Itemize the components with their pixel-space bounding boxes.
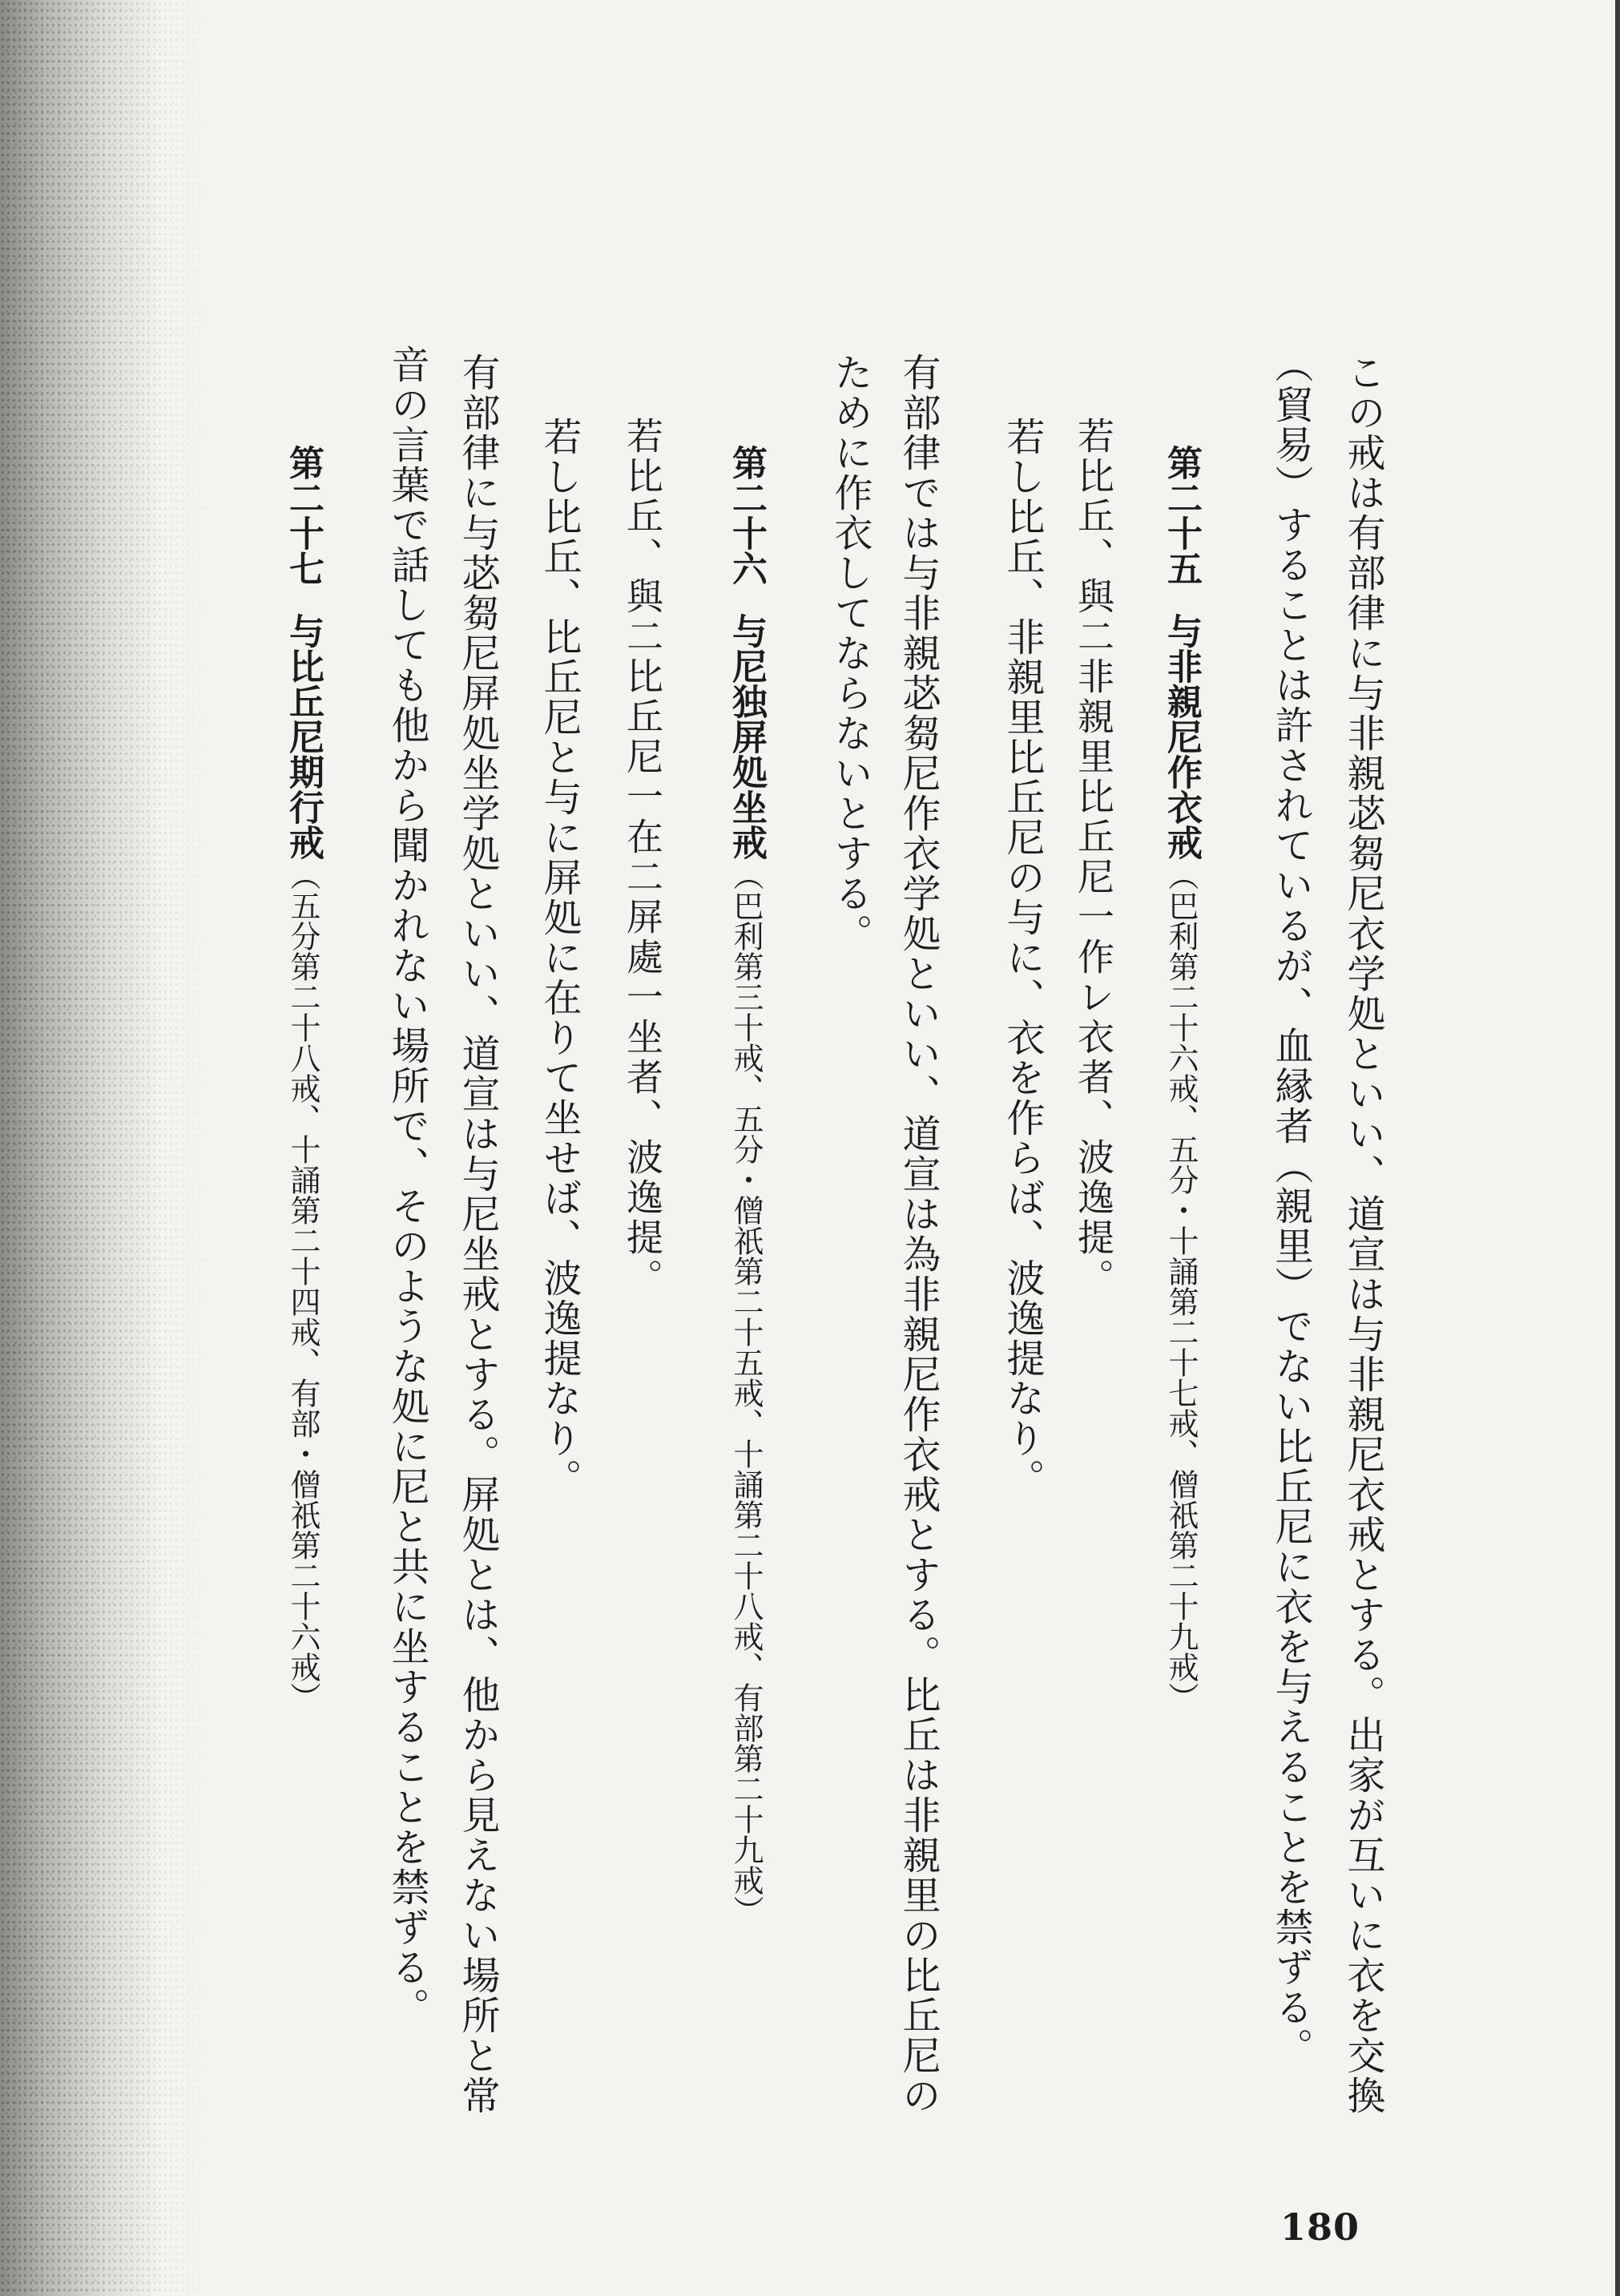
- scan-binding-noise: [0, 0, 208, 2296]
- text-line: 有部律では与非親苾芻尼作衣学処といい、道宣は為非親尼作衣戒とする。比丘は非親里の比丘尼の: [896, 353, 941, 2116]
- section-number: 第二十七: [283, 445, 324, 586]
- section-title: 与比丘尼期行戒: [283, 613, 324, 860]
- precept-text: 若比丘、與二比丘尼一在二屏處一坐者、波逸提。: [621, 417, 664, 1298]
- section-title: 与尼独屏処坐戒: [726, 613, 767, 860]
- section-reference: （五分第二十八戒、十誦第二十四戒、有部・僧祇第二十六戒）: [285, 860, 320, 1713]
- precept-reading: 若し比丘、比丘尼と与に屏処に在りて坐せば、波逸提なり。: [537, 417, 582, 1499]
- section-number: 第二十六: [726, 445, 767, 586]
- section-title: 与非親尼作衣戒: [1161, 613, 1202, 860]
- text-line: この戒は有部律に与非親苾芻尼衣学処といい、道宣は与非親尼衣戒とする。出家が互いに衣を交換: [1340, 353, 1385, 2116]
- section-heading-26: [723, 445, 768, 1926]
- text-line: 有部律に与苾芻尼屏処坐学処といい、道宣は与尼坐戒とする。屏処とは、他から見えない場所と常: [455, 353, 500, 2116]
- precept-text: 若比丘、與二非親里比丘尼一作レ衣者、波逸提。: [1072, 417, 1115, 1298]
- section-heading-25: [1159, 445, 1203, 1713]
- section-heading-27: [280, 445, 325, 1713]
- section-number: 第二十五: [1161, 445, 1202, 586]
- text-line: （貿易）することは許されているが、血縁者（親里）でない比丘尼に衣を与えることを禁ずる。: [1268, 345, 1313, 2068]
- text-line: 音の言葉で話しても他から聞かれない場所で、そのような処に尼と共に坐することを禁ずる。: [385, 345, 429, 2028]
- text-line: ために作衣してならないとする。: [828, 353, 872, 954]
- section-reference: （巴利第三十戒、五分・僧祇第二十五戒、十誦第二十八戒、有部第二十九戒）: [728, 860, 764, 1926]
- page-number: 180: [1280, 2205, 1360, 2249]
- precept-reading: 若し比丘、非親里比丘尼の与に、衣を作らば、波逸提なり。: [1000, 417, 1045, 1499]
- section-reference: （巴利第二十六戒、五分・十誦第二十七戒、僧祇第二十九戒）: [1163, 860, 1199, 1713]
- scan-page-edge: [1615, 0, 1620, 2296]
